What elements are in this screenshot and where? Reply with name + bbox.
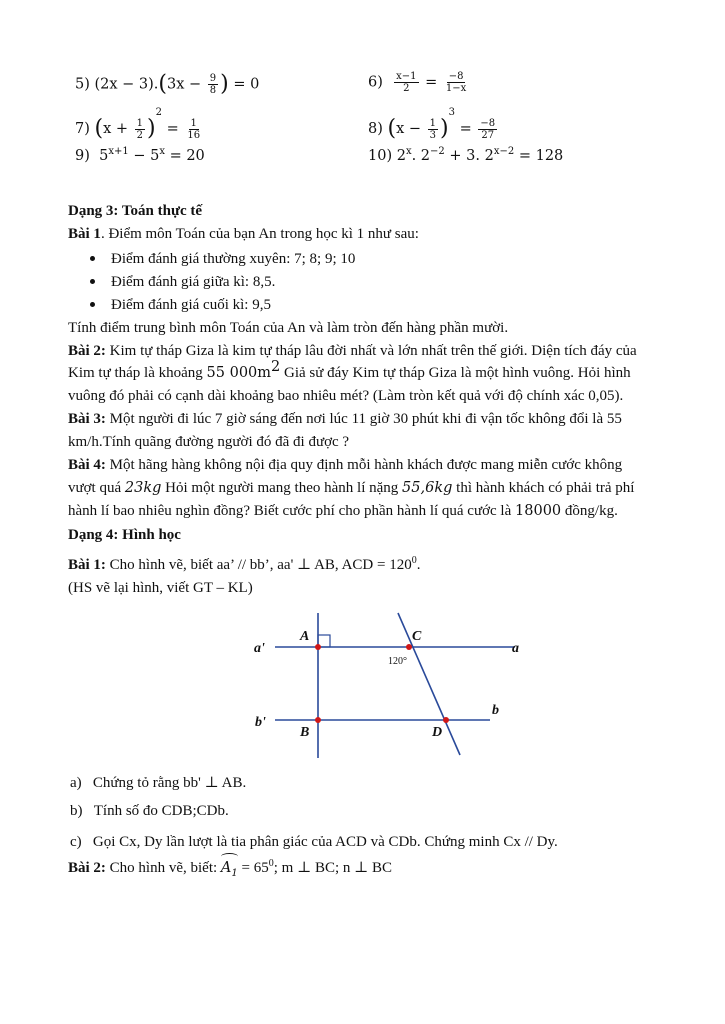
dang3-bai1-intro: Bài 1. Điểm môn Toán của bạn An trong học kì 1 như sau: (68, 226, 419, 242)
label-point-a: A (300, 629, 310, 644)
angle-a1: $A_1$ (221, 857, 238, 885)
dang4-bai2: Bài 2: Cho hình vẽ, biết: $A_1 = 65^0$; m ⊥ BC; n ⊥ BC (68, 857, 392, 885)
bullet-icon (90, 256, 95, 261)
dang4-bai1-note: (HS vẽ lại hình, viết GT – KL) (68, 580, 253, 596)
dang3-bai2-line2: Kim tự tháp là khoảng 55 $000m^2$ Giả sử đáy Kim tự tháp Giza là một hình vuông. Hỏi hình (68, 359, 631, 381)
equation-5: 5) (2x − 3).(3x − $\frac{9}{8}$ ) = 0 (75, 71, 260, 97)
geometry-figure (240, 610, 540, 760)
question-c: c) Gọi Cx, Dy lần lượt là tia phân giác của ACD và CDb. Chứng minh Cx // Dy. (70, 834, 558, 850)
dang4-bai1-intro: Bài 1: Cho hình vẽ, biết aa’ // bb’, aa' ⊥ AB, ACD = $120^0$. (68, 555, 421, 573)
dang3-heading: Dạng 3: Toán thực tế (68, 203, 203, 219)
bullet-icon (90, 279, 95, 284)
line-cd (398, 613, 460, 755)
list-item: Điểm đánh giá cuối kì: 9,5 (90, 294, 271, 316)
point-b (315, 717, 321, 723)
equation-7: 7) (x + $\frac{1}{2}$ )$^2$ = $\frac{1}{16}$ (75, 107, 201, 141)
label-a: a (512, 641, 519, 656)
point-d (443, 717, 449, 723)
label-b: b (492, 703, 499, 718)
label-point-b: B (300, 725, 310, 740)
bullet-icon (90, 302, 95, 307)
list-item: Điểm đánh giá giữa kì: 8,5. (90, 271, 275, 293)
dang4-heading: Dạng 4: Hình học (68, 527, 181, 543)
dang3-bai2-line3: vuông đó phải có cạnh dài khoảng bao nhiêu mét? (Làm tròn kết quả với độ chính xác 0,05). (68, 388, 624, 404)
equation-8: 8) (x − $\frac{1}{3}$ )$^3$ = $\frac{-8}{27}$ (368, 107, 496, 141)
question-a: a) Chứng tỏ rằng bb' ⊥ AB. (70, 775, 247, 791)
dang3-bai4-line3: hành lí bao nhiêu nghìn đồng? Biết cước phí cho phần hành lí quá cước là 18000 đồng/kg. (68, 503, 618, 519)
list-item: Điểm đánh giá thường xuyên: 7; 8; 9; 10 (90, 248, 355, 270)
label-point-d: D (432, 725, 443, 740)
dang3-bai4-line2: vượt quá 23kg Hỏi một người mang theo hành lí nặng 55,6kg thì hành khách có phải trả phí (68, 480, 635, 496)
label-b-prime: b' (255, 715, 266, 730)
equation-10: 10) 2$^x$. $2^{-2} + 3$. $2^{x-2} = 128$ (368, 146, 564, 164)
dang3-bai2-line1: Bài 2: Kim tự tháp Giza là kim tự tháp lâu đời nhất và lớn nhất trên thế giới. Diện tích đáy của (68, 343, 637, 359)
dang3-bai3-line2: km/h.Tính quãng đường người đó đã đi được ? (68, 434, 350, 450)
equation-9: 9) $5^{x+1} - 5^x = 20$ (75, 146, 205, 164)
angle-label: 120° (388, 656, 407, 667)
label-a-prime: a' (254, 641, 265, 656)
dang3-bai1-question: Tính điểm trung bình môn Toán của An và làm tròn đến hàng phần mười. (68, 320, 509, 336)
dang3-bai4-line1: Bài 4: Một hãng hàng không nội địa quy định mỗi hành khách được mang miễn cước không (68, 457, 623, 473)
point-c (406, 644, 412, 650)
dang3-bai3-line1: Bài 3: Một người đi lúc 7 giờ sáng đến nơi lúc 11 giờ 30 phút khi đi vận tốc không đổi là 55 (68, 411, 622, 427)
label-point-c: C (412, 629, 422, 644)
point-a (315, 644, 321, 650)
equation-6: 6) $\frac{x-1}{2}$ = $\frac{-8}{1-x}$ (368, 71, 467, 94)
question-b: b) Tính số đo CDB;CDb. (70, 803, 229, 819)
